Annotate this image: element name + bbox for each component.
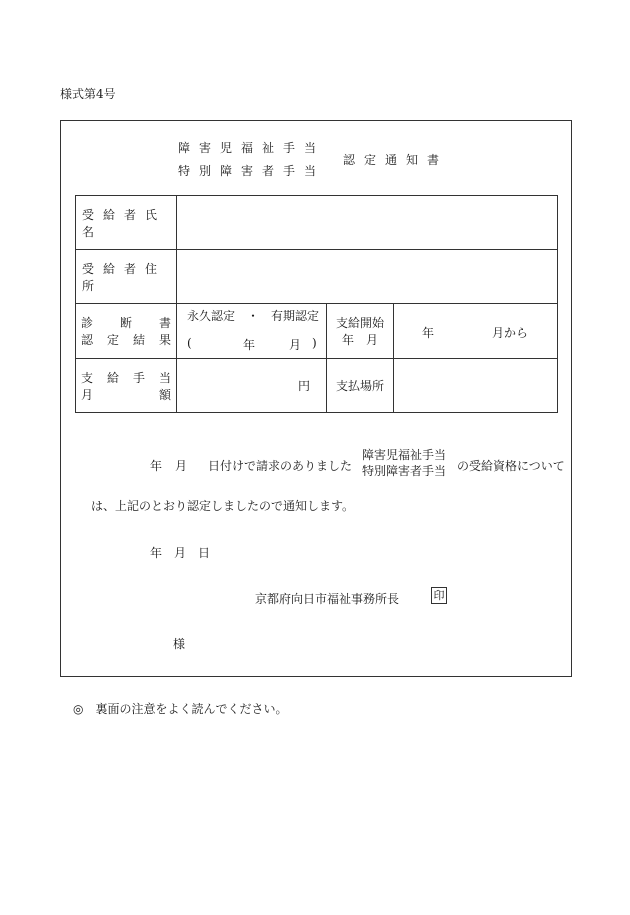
- monthly-amount-value: 円: [177, 359, 327, 413]
- body-allowance-type-2: 特別障害者手当: [362, 464, 447, 478]
- table-row: [76, 304, 558, 359]
- diagnosis-label: [76, 304, 177, 359]
- allowance-type-2: 特別障害者手当: [178, 164, 326, 178]
- monthly-amount-label-line2: 月 額: [81, 387, 171, 402]
- payment-start-month: 月から: [492, 326, 529, 340]
- recipient-name-label: 受給者氏名: [76, 196, 177, 250]
- recipient-address-value: [177, 250, 558, 304]
- payment-place-label: 支払場所: [327, 359, 394, 413]
- period-open: (: [187, 336, 192, 350]
- recipient-name-value: [177, 196, 558, 250]
- footer-note: ◎ 裏面の注意をよく読んでください。: [73, 702, 288, 716]
- body-allowance-type-1: 障害児福祉手当: [362, 448, 447, 462]
- issue-month: 月: [174, 546, 187, 560]
- payment-start-year: 年: [422, 326, 435, 340]
- certification-options: 永久認定 ・ 有期認定: [187, 309, 320, 323]
- period-year: 年: [243, 338, 256, 352]
- request-year: 年: [150, 459, 163, 473]
- eligibility-text: の受給資格について: [457, 459, 565, 473]
- issue-year: 年: [150, 546, 163, 560]
- form-number: 様式第4号: [60, 87, 116, 101]
- monthly-amount-label: [76, 359, 177, 413]
- notification-text: は、上記のとおり認定しましたので通知します。: [91, 499, 355, 513]
- table-row: [76, 359, 558, 413]
- diagnosis-label-line1: 診 断 書: [81, 316, 171, 330]
- request-month: 月: [175, 459, 188, 473]
- seal-mark: 印: [431, 587, 447, 604]
- allowance-type-1: 障害児福祉手当: [178, 141, 326, 155]
- honorific: 様: [173, 637, 186, 651]
- certification-table: [75, 195, 558, 413]
- request-text: 日付けで請求のありました: [208, 459, 353, 473]
- table-row: [76, 250, 558, 304]
- document-title: 認定通知書: [343, 153, 449, 167]
- payment-start-value: [394, 304, 558, 359]
- monthly-amount-label-line1: 支 給 手 当: [81, 370, 171, 385]
- payment-start-label: 支給開始 年 月: [327, 304, 394, 359]
- recipient-address-label: 受給者住所: [76, 250, 177, 304]
- table-row: [76, 196, 558, 250]
- certification-result-cell: [177, 304, 327, 359]
- issue-day: 日: [198, 546, 211, 560]
- period-close: ): [312, 336, 317, 350]
- payment-place-value: [394, 359, 558, 413]
- diagnosis-label-line2: 認 定 結 果: [81, 333, 171, 347]
- period-month: 月: [289, 338, 302, 352]
- issuer-name: 京都府向日市福祉事務所長: [255, 592, 400, 606]
